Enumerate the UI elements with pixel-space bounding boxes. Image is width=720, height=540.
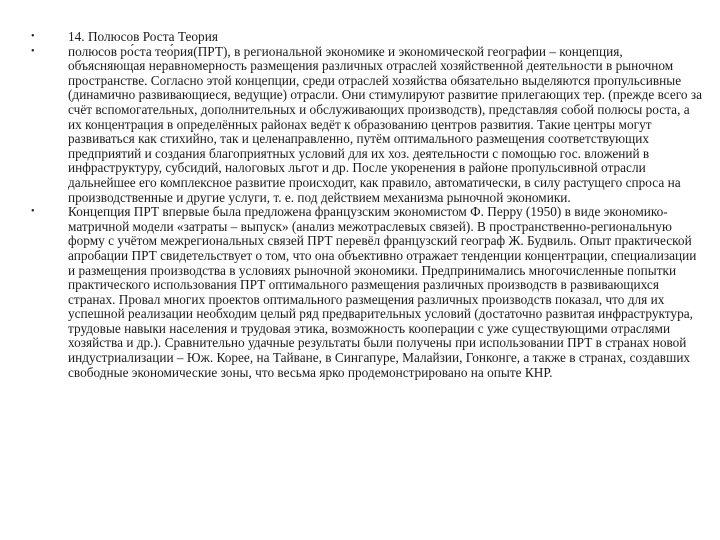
bullet-icon: • bbox=[31, 45, 35, 57]
bullet-icon: • bbox=[31, 206, 35, 218]
bullet-icon: • bbox=[31, 31, 35, 42]
paragraph-history: Концепция ПРТ впервые была предложена французским экономистом Ф. Перру (1950) в виде экономико-матричной модели «затраты – выпуск» (анализ межотраслевых связей). В пространственно-региональную форму с учётом межрегиональных связей ПРТ перевёл французский географ Ж. Будвиль. Опыт практической апробации ПРТ свидетельствует о том, что она объективно отражает тенденции концентрации, специализации и размещения производства в условиях рыночной экономики. Предпринимались многочисленные попытки практического использования ПРТ оптимального размещения различных производств в развивающихся странах. Провал многих проектов оптимального размещения различных производств показал, что для их успешной реализации необходим целый ряд предварительных условий (достаточно развитая инфраструктура, трудовые навыки населения и трудовая этика, возможность кооперации с уже существующими отраслями хозяйства и др.). Сравнительно удачные результаты были получены при использовании ПРТ в странах новой индустриализации – Юж. Корее, на Тайване, в Сингапуре, Малайзии, Гонконге, а также в странах, создавших свободные экономические зоны, что весьма ярко продемонстрировано на опыте КНР. bbox=[68, 204, 697, 380]
slide-title: 14. Полюсов Роста Теория bbox=[68, 29, 218, 44]
list-item bbox=[0, 45, 720, 206]
bullet-list bbox=[0, 30, 720, 380]
list-item bbox=[0, 30, 720, 45]
list-item bbox=[0, 205, 720, 380]
paragraph-definition: полюсов ро́ста тео́рия(ПРТ), в региональной экономике и экономической географии – концепция, объясняющая неравномерность размещения различных отраслей хозяйственной деятельности в рыночном пространстве. Согласно этой концепции, среди отраслей хозяйства обязательно выделяются пропульсивные (динамично развивающиеся, ведущие) отрасли. Они стимулируют развитие прилегающих тер. (прежде всего за счёт вспомогательных, дополнительных и обслуживающих производств), представляя собой полюсы роста, а их концентрация в определённых районах ведёт к образованию центров развития. Такие центры могут развиваться как стихийно, так и целенаправленно, путём оптимального размещения соответствующих предприятий и создания благоприятных условий для их хоз. деятельности с помощью гос. вложений в инфраструктуру, субсидий, налоговых льгот и др. После укоренения в районе пропульсивной отрасли дальнейшее его комплексное развитие происходит, как правило, автоматически, в силу растущего спроса на производственные и другие услуги, т. е. под действием механизма рыночной экономики. bbox=[68, 43, 702, 205]
